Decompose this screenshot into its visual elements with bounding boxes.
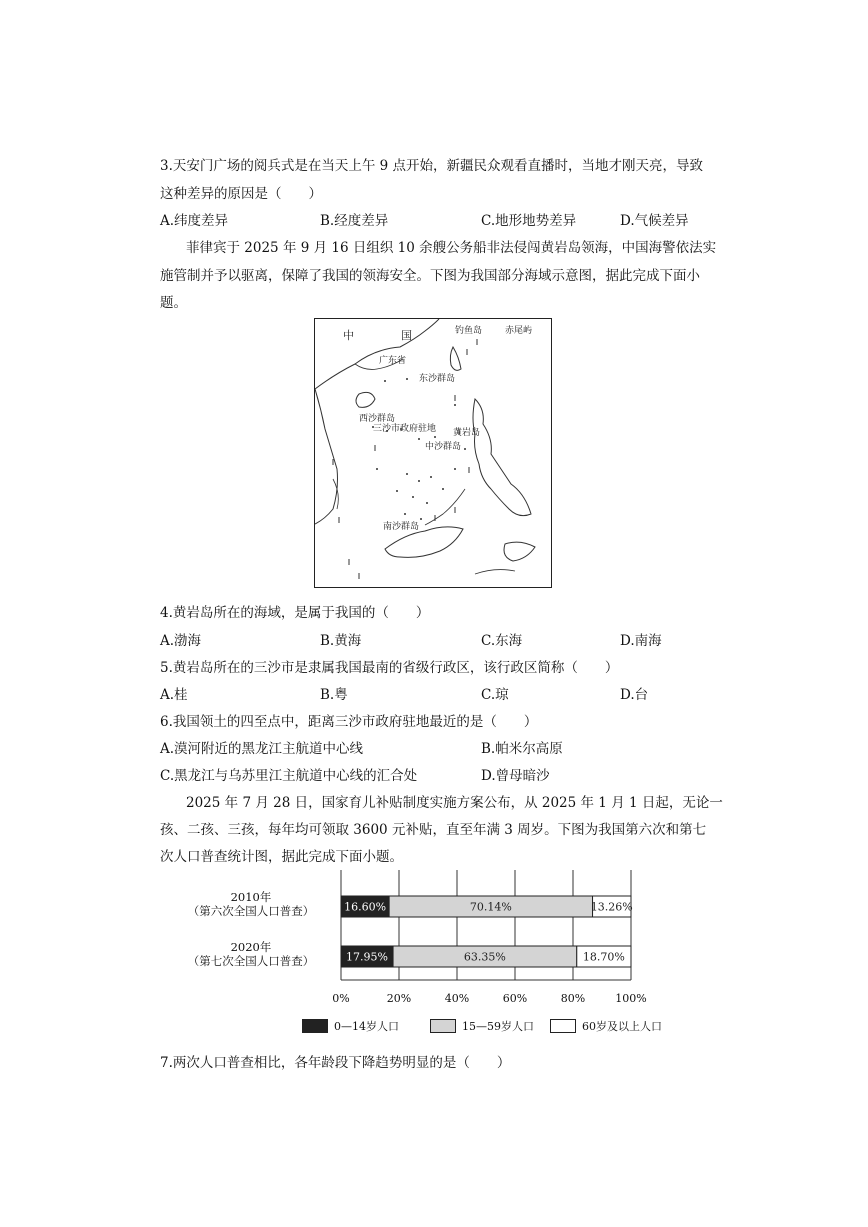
x-tick-0: 0% bbox=[332, 992, 350, 1005]
legend-item-15-59 bbox=[430, 1018, 534, 1034]
q5-option-a[interactable]: A.桂 bbox=[160, 687, 188, 703]
q4-option-d[interactable]: D.南海 bbox=[620, 633, 662, 649]
sea-area-map bbox=[314, 318, 552, 588]
q7-stem: 7.两次人口普查相比，各年龄段下降趋势明显的是（ ） bbox=[160, 1055, 511, 1071]
x-tick-80: 80% bbox=[560, 992, 586, 1005]
map-label-nansha: 南沙群岛 bbox=[383, 522, 420, 532]
q6-option-d[interactable]: D.曾母暗沙 bbox=[481, 768, 550, 784]
map-label-guangdong: 广东省 bbox=[379, 356, 407, 366]
passage1-line3: 题。 bbox=[160, 295, 187, 311]
legend-swatch-15-59 bbox=[430, 1019, 456, 1033]
legend-label-0-14: 0—14岁人口 bbox=[334, 1020, 399, 1033]
q3-option-c[interactable]: C.地形地势差异 bbox=[481, 213, 577, 229]
legend-swatch-0-14 bbox=[302, 1019, 328, 1033]
x-tick-60: 60% bbox=[502, 992, 528, 1005]
q3-stem-line2: 这种差异的原因是（ ） bbox=[160, 186, 322, 202]
q4-option-a[interactable]: A.渤海 bbox=[160, 633, 202, 649]
passage2-line2: 孩、二孩、三孩，每年均可领取 3600 元补贴，直至年满 3 周岁。下图为我国第六次和第七 bbox=[160, 822, 707, 838]
passage2-line1: 2025 年 7 月 28 日，国家育儿补贴制度实施方案公布，从 2025 年 1 月 1 日起，无论一 bbox=[186, 795, 723, 811]
map-label-sansha: 三沙市政府驻地 bbox=[373, 424, 437, 434]
q6-stem: 6.我国领土的四至点中，距离三沙市政府驻地最近的是（ ） bbox=[160, 714, 538, 730]
bar-data-label: 13.26% bbox=[590, 900, 633, 914]
q5-option-d[interactable]: D.台 bbox=[620, 687, 649, 703]
legend-swatch-60-plus bbox=[550, 1019, 576, 1033]
x-tick-40: 40% bbox=[444, 992, 470, 1005]
map-label-diaoyu: 钓鱼岛 bbox=[455, 326, 483, 336]
legend-label-60-plus: 60岁及以上人口 bbox=[582, 1020, 662, 1033]
map-label-zhongsha: 中沙群岛 bbox=[425, 442, 462, 452]
x-tick-20: 20% bbox=[386, 992, 412, 1005]
q6-option-a[interactable]: A.漠河附近的黑龙江主航道中心线 bbox=[160, 741, 364, 757]
bar-data-label: 63.35% bbox=[463, 950, 506, 964]
bar-data-label: 16.60% bbox=[344, 900, 387, 914]
map-drawing bbox=[315, 319, 551, 587]
row-sub-2010: （第六次全国人口普查） bbox=[187, 904, 315, 918]
q6-option-b[interactable]: B.帕米尔高原 bbox=[481, 741, 563, 757]
map-label-xisha: 西沙群岛 bbox=[359, 414, 396, 424]
passage1-line1: 菲律宾于 2025 年 9 月 16 日组织 10 余艘公务船非法侵闯黄岩岛领海，中国海警依法实 bbox=[186, 240, 717, 256]
legend-item-0-14 bbox=[302, 1018, 399, 1034]
q5-stem: 5.黄岩岛所在的三沙市是隶属我国最南的省级行政区，该行政区简称（ ） bbox=[160, 660, 619, 676]
map-label-china: 中 国 bbox=[343, 329, 430, 342]
q5-option-c[interactable]: C.琼 bbox=[481, 687, 509, 703]
legend-item-60-plus bbox=[550, 1018, 662, 1034]
q3-stem-line1: 3.天安门广场的阅兵式是在当天上午 9 点开始，新疆民众观看直播时，当地才刚天亮，导致 bbox=[160, 158, 704, 174]
x-tick-100: 100% bbox=[615, 992, 647, 1005]
q3-option-d[interactable]: D.气候差异 bbox=[620, 213, 689, 229]
map-label-chiwei: 赤尾屿 bbox=[505, 326, 533, 336]
bar-data-label: 70.14% bbox=[469, 900, 512, 914]
row-sub-2020: （第七次全国人口普查） bbox=[187, 954, 315, 968]
bar-data-label: 18.70% bbox=[582, 950, 625, 964]
population-census-chart bbox=[160, 868, 720, 1048]
q4-option-b[interactable]: B.黄海 bbox=[320, 633, 362, 649]
q3-option-a[interactable]: A.纬度差异 bbox=[160, 213, 229, 229]
map-label-huangyan: 黄岩岛 bbox=[453, 428, 481, 438]
chart-plot-area bbox=[160, 868, 720, 993]
q4-stem: 4.黄岩岛所在的海域，是属于我国的（ ） bbox=[160, 605, 430, 621]
passage2-line3: 次人口普查统计图，据此完成下面小题。 bbox=[160, 849, 403, 865]
q6-option-c[interactable]: C.黑龙江与乌苏里江主航道中心线的汇合处 bbox=[160, 768, 418, 784]
q4-option-c[interactable]: C.东海 bbox=[481, 633, 523, 649]
map-label-dongsha: 东沙群岛 bbox=[419, 374, 456, 384]
legend-label-15-59: 15—59岁人口 bbox=[462, 1020, 534, 1033]
passage1-line2: 施管制并予以驱离，保障了我国的领海安全。下图为我国部分海域示意图，据此完成下面小 bbox=[160, 268, 700, 284]
q3-option-b[interactable]: B.经度差异 bbox=[320, 213, 389, 229]
row-year-2010: 2010年 bbox=[230, 890, 272, 904]
bar-data-label: 17.95% bbox=[346, 950, 389, 964]
q5-option-b[interactable]: B.粤 bbox=[320, 687, 348, 703]
row-year-2020: 2020年 bbox=[230, 940, 272, 954]
